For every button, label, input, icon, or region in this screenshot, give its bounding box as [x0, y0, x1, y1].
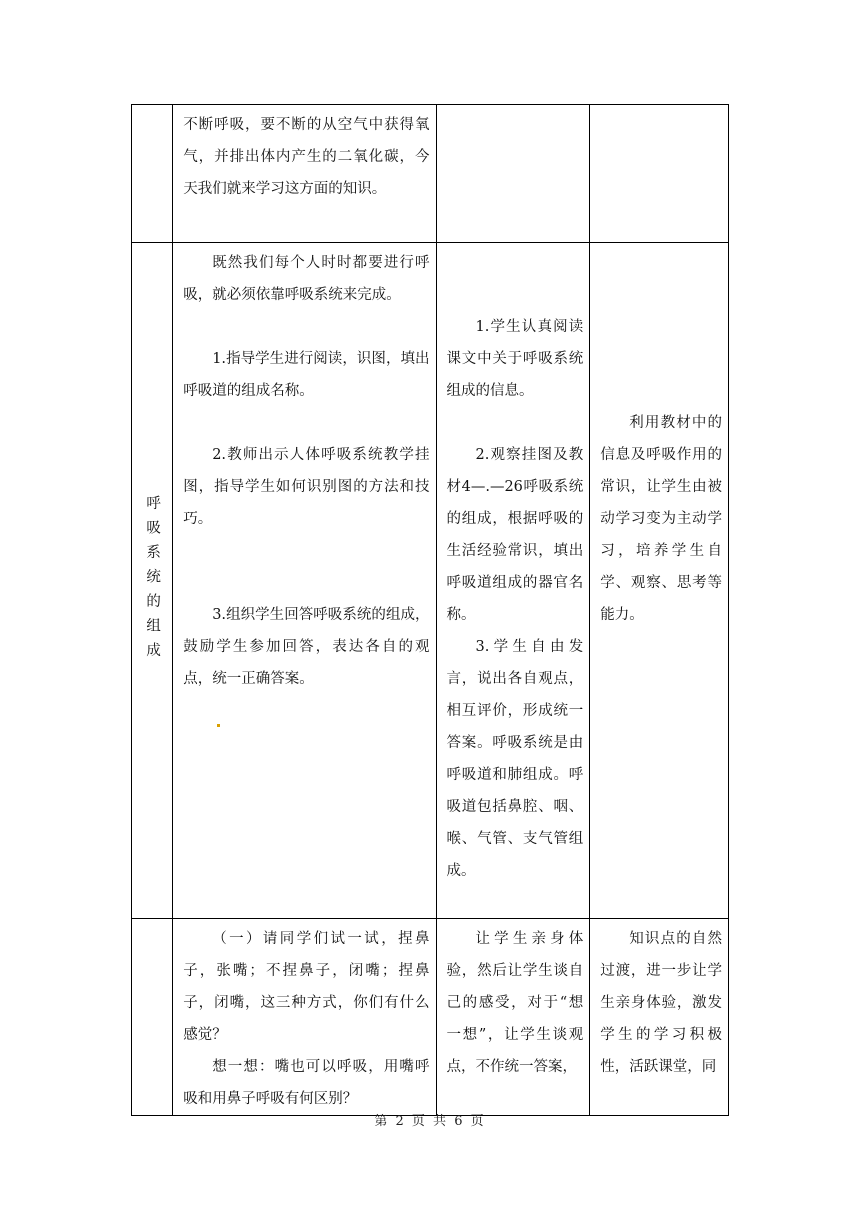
student-activity-cell — [436, 105, 590, 243]
design-intent-cell — [590, 919, 729, 1116]
teacher-activity-cell — [173, 919, 436, 1116]
design-intent-cell — [590, 105, 729, 243]
section-cell — [132, 919, 173, 1116]
student-paragraph: 2.观察挂图及教材4—.—26呼吸系统的组成，根据呼吸的生活经验常识，填出呼吸道组成的器官名称。 — [446, 447, 584, 623]
teacher-activity-cell — [173, 105, 436, 243]
section-cell — [132, 105, 173, 243]
teacher-paragraph: 2.教师出示人体呼吸系统教学挂图，指导学生如何识别图的方法和技巧。 — [183, 447, 430, 527]
stray-mark — [217, 724, 220, 727]
table-row — [132, 919, 729, 1116]
section-cell — [132, 243, 173, 919]
table-row — [132, 105, 729, 243]
teacher-paragraph: （一）请同学们试一试，捏鼻子，张嘴；不捏鼻子，闭嘴；捏鼻子，闭嘴，这三种方式，你们有什么感觉？ — [183, 931, 430, 1043]
teacher-activity-cell — [173, 243, 436, 919]
intro-text: 不断呼吸，要不断的从空气中获得氧气，并排出体内产生的二氧化碳，今天我们就来学习这方面的知识。 — [183, 117, 430, 197]
intent-paragraph: 利用教材中的信息及呼吸作用的常识，让学生由被动学习变为主动学习，培养学生自学、观察、思考等能力。 — [600, 415, 722, 623]
intent-paragraph: 知识点的自然过渡，进一步让学生亲身体验，激发学生的学习积极性，活跃课堂，同 — [600, 931, 722, 1075]
teacher-paragraph: 想一想：嘴也可以呼吸，用嘴呼吸和用鼻子呼吸有何区别？ — [183, 1059, 430, 1107]
student-activity-cell — [436, 919, 590, 1116]
section-label: 呼吸系统的组成 — [144, 494, 161, 667]
teacher-paragraph: 1.指导学生进行阅读，识图，填出呼吸道的组成名称。 — [183, 351, 430, 399]
page-footer: 第 2 页 共 6 页 — [374, 1114, 486, 1129]
design-intent-cell — [590, 243, 729, 919]
student-activity-cell — [436, 243, 590, 919]
teacher-paragraph: 既然我们每个人时时都要进行呼吸，就必须依靠呼吸系统来完成。 — [183, 255, 430, 303]
student-paragraph: 1.学生认真阅读课文中关于呼吸系统组成的信息。 — [446, 319, 584, 399]
lesson-table — [131, 104, 729, 1116]
student-paragraph: 让学生亲身体验，然后让学生谈自己的感受，对于“想一想”，让学生谈观点，不作统一答案， — [446, 931, 584, 1075]
teacher-paragraph: 3.组织学生回答呼吸系统的组成，鼓励学生参加回答，表达各自的观点，统一正确答案。 — [183, 607, 430, 687]
table-row — [132, 243, 729, 919]
student-paragraph: 3.学生自由发言，说出各自观点，相互评价，形成统一答案。呼吸系统是由呼吸道和肺组成。呼吸道包括鼻腔、咽、喉、气管、支气管组成。 — [446, 639, 584, 879]
